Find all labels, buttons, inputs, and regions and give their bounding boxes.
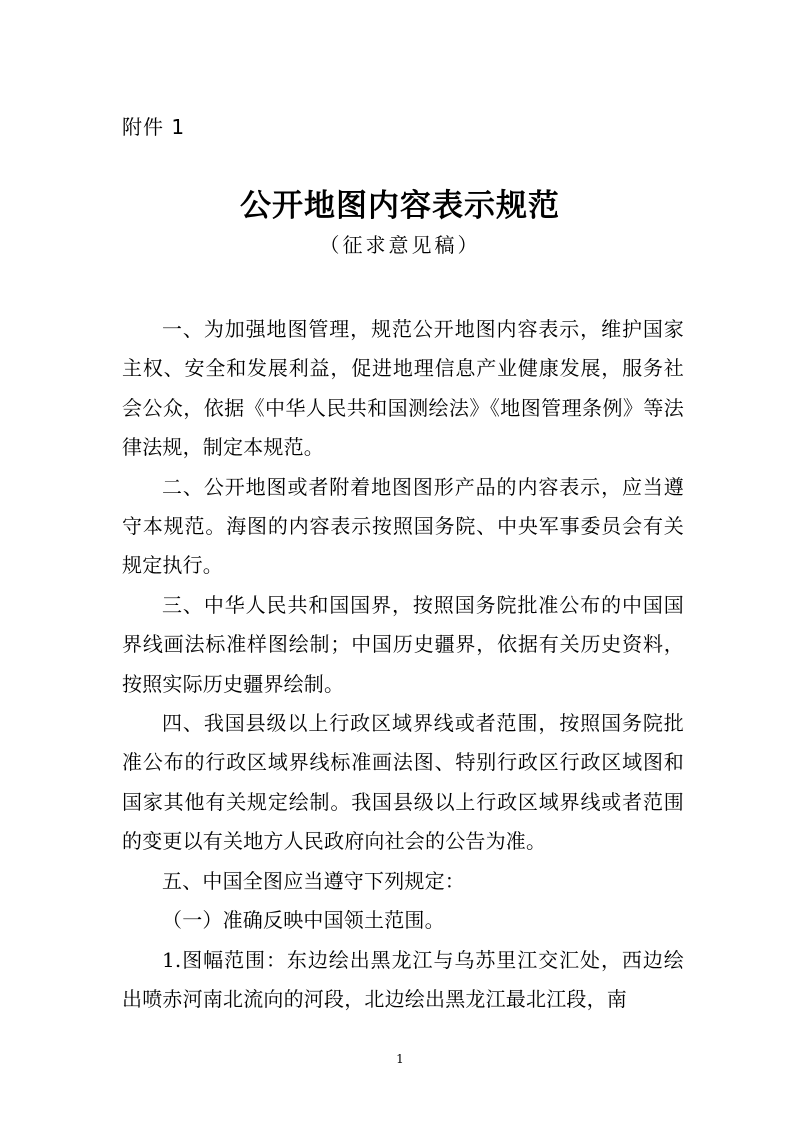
document-body: [122, 310, 684, 1019]
paragraph-7: 1.图幅范围：东边绘出黑龙江与乌苏里江交汇处，西边绘出喷赤河南北流向的河段，北边绘出黑龙江最北江段，南: [122, 947, 684, 1011]
attachment-label: 附件 1: [122, 115, 186, 139]
paragraph-4: 四、我国县级以上行政区域界线或者范围，按照国务院批准公布的行政区域界线标准画法图、特别行政区行政区域图和国家其他有关规定绘制。我国县级以上行政区域界线或者范围的变更以有关地方人民政府向社会的公告为准。: [122, 711, 684, 854]
document-subtitle: （征求意见稿）: [319, 233, 481, 257]
document-title: 公开地图内容表示规范: [240, 188, 560, 224]
paragraph-3: 三、中华人民共和国国界，按照国务院批准公布的中国国界线画法标准样图绘制；中国历史疆界，依据有关历史资料，按照实际历史疆界绘制。: [122, 592, 684, 696]
paragraph-5: 五、中国全图应当遵守下列规定：: [162, 868, 465, 893]
page-number: 1: [396, 1052, 404, 1066]
paragraph-2: 二、公开地图或者附着地图图形产品的内容表示，应当遵守本规范。海图的内容表示按照国务院、中央军事委员会有关规定执行。: [122, 474, 684, 578]
paragraph-1: 一、为加强地图管理，规范公开地图内容表示，维护国家主权、安全和发展利益，促进地理信息产业健康发展，服务社会公众，依据《中华人民共和国测绘法》《地图管理条例》等法律法规，制定本规范。: [122, 317, 684, 460]
paragraph-6: （一）准确反映中国领土范围。: [162, 908, 445, 933]
